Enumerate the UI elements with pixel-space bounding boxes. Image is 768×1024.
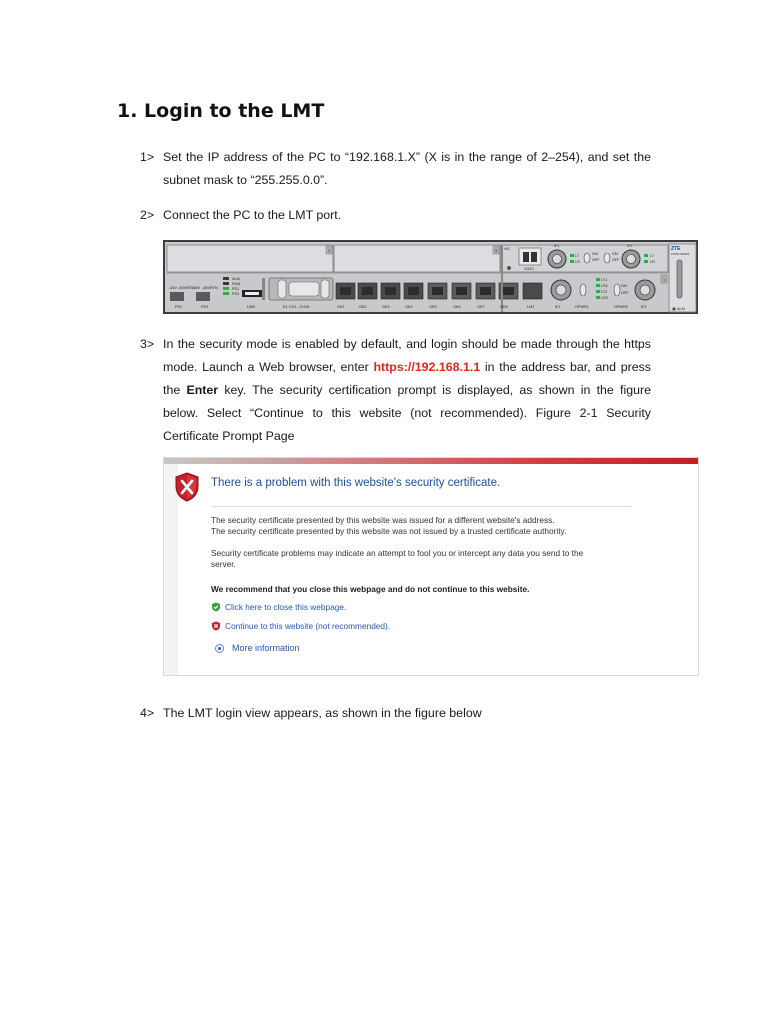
led-ps1 xyxy=(223,287,229,290)
more-information-toggle[interactable] xyxy=(215,643,300,653)
slot-number: 3 xyxy=(494,249,498,253)
network-port-socket xyxy=(456,287,467,295)
shield-error-icon xyxy=(174,472,200,502)
switch-label: OFF xyxy=(621,291,629,295)
alm-label: ALM xyxy=(677,307,685,311)
led-label: LT2 xyxy=(601,290,608,294)
led-ps2 xyxy=(223,292,229,295)
led-label: PS1 xyxy=(232,287,240,291)
lmt-url: https://192.168.1.1 xyxy=(373,360,481,374)
port-label: GE5 xyxy=(429,305,437,309)
network-port-socket xyxy=(362,287,373,295)
cert-text-line: Security certificate problems may indicate an attempt to fool you or intercept any data you send to the xyxy=(211,548,584,558)
slot-number: 1 xyxy=(662,278,666,282)
port-label: GE7 xyxy=(477,305,485,309)
port-label: LMT xyxy=(527,305,535,309)
step-3 xyxy=(140,333,651,448)
network-port-socket xyxy=(503,287,514,295)
cert-recommendation: We recommend that you close this webpage and do not continue to this website. xyxy=(211,584,530,594)
port-label: E1 CH1 - CH16 xyxy=(283,305,310,309)
section-title: 1. Login to the LMT xyxy=(117,100,325,122)
step-4 xyxy=(140,702,651,725)
switch-label: ON xyxy=(621,284,627,288)
port-label: GE8 xyxy=(500,305,508,309)
enter-key-label: Enter xyxy=(186,383,219,397)
step-number: 4> xyxy=(140,706,155,720)
more-information-label[interactable]: More information xyxy=(232,643,300,653)
green-shield-check-icon xyxy=(211,602,221,612)
led-label: RUN xyxy=(232,282,241,286)
port-label: PS2 xyxy=(201,305,209,309)
equipment-panel-figure xyxy=(163,240,698,314)
led-label: LT xyxy=(650,254,655,258)
close-webpage-option[interactable] xyxy=(211,602,346,612)
port-label: GE4 xyxy=(405,305,413,309)
equipment-panel-drawing xyxy=(165,242,700,316)
continue-website-link[interactable]: Continue to this website (not recommended). xyxy=(225,621,391,631)
expand-circle-icon xyxy=(215,644,224,653)
step-2 xyxy=(140,204,651,227)
switch-label: ON xyxy=(592,252,598,256)
led-label: ALM xyxy=(232,277,240,281)
browser-top-bar xyxy=(164,458,698,464)
step-number: 3> xyxy=(140,337,155,351)
lmt-port xyxy=(523,283,542,299)
step-text: Connect the PC to the LMT port. xyxy=(163,208,342,222)
cert-text-line: The security certificate presented by this website was not issued by a trusted certificate authority. xyxy=(211,526,567,536)
port-label: OPWR1 xyxy=(575,305,589,309)
continue-website-option[interactable] xyxy=(211,621,390,631)
red-shield-x-icon xyxy=(211,621,221,631)
network-port-socket xyxy=(432,287,443,295)
port-label: USB xyxy=(247,305,255,309)
slot-2 xyxy=(167,245,333,272)
top-label: IF1 xyxy=(554,244,560,248)
close-webpage-link[interactable]: Click here to close this webpage. xyxy=(225,602,347,612)
port-label: GE6 xyxy=(453,305,461,309)
cert-text-line: The security certificate presented by this website was issued for a different website's address. xyxy=(211,515,555,525)
led-label: LR xyxy=(575,260,580,264)
network-port-socket xyxy=(340,287,351,295)
port-label: OPWR2 xyxy=(614,305,628,309)
led-label: LR1 xyxy=(601,284,608,288)
step-text-part: in the address bar, and press the xyxy=(163,360,651,397)
led-label: LR xyxy=(650,260,655,264)
top-label: HO xyxy=(504,247,510,251)
step-text xyxy=(163,333,651,448)
port-label: IF1 xyxy=(555,305,561,309)
port-label: GE3 xyxy=(382,305,390,309)
led-label: LT1 xyxy=(601,278,608,282)
step-number: 2> xyxy=(140,208,155,222)
step-number: 1> xyxy=(140,150,155,164)
step-text-part: In the security mode is enabled by default, and login should be made through the https mode. Launch a Web browser, enter xyxy=(163,337,651,374)
step-1 xyxy=(140,146,651,192)
cert-heading: There is a problem with this website's security certificate. xyxy=(211,477,501,489)
certificate-warning-figure xyxy=(163,457,699,676)
network-port-socket xyxy=(408,287,419,295)
cert-text-line: server. xyxy=(211,559,236,569)
power-label: -48V xyxy=(192,286,201,290)
power-label: -48VRTN xyxy=(202,286,218,290)
led-label: PS2 xyxy=(232,292,240,296)
network-port-socket xyxy=(385,287,396,295)
network-port-socket xyxy=(480,287,491,295)
led-alm xyxy=(223,277,229,280)
top-label: XGE1 xyxy=(524,267,535,271)
led-run xyxy=(223,282,229,285)
top-label: IF2 xyxy=(627,244,633,248)
model-label: ZXMW NR8250 xyxy=(671,253,690,256)
power-label: -40V -60VRTN xyxy=(169,286,194,290)
port-label: GE1 xyxy=(337,305,345,309)
slot-3 xyxy=(334,245,500,272)
step-text: The LMT login view appears, as shown in the figure below xyxy=(163,706,482,720)
switch-label: OFF xyxy=(592,258,600,262)
port-label: IF2 xyxy=(641,305,647,309)
step-text-part: key. The security certification prompt is displayed, as shown in the figure below. Select “Continue to this website (not recommended). Figure 2-1 Security Certificate Prompt Page xyxy=(163,383,651,443)
brand-logo: ZTE xyxy=(671,246,681,252)
port-label: PS1 xyxy=(175,305,183,309)
slot-number: 2 xyxy=(327,249,331,253)
switch-label: ON xyxy=(612,252,618,256)
port-label: GE2 xyxy=(359,305,367,309)
led-label: LR2 xyxy=(601,296,608,300)
step-text: Set the IP address of the PC to “192.168.1.X” (X is in the range of 2–254), and set the subnet mask to “255.255.0.0”. xyxy=(163,150,651,187)
switch-label: OFF xyxy=(612,258,620,262)
led-label: LT xyxy=(575,254,580,258)
